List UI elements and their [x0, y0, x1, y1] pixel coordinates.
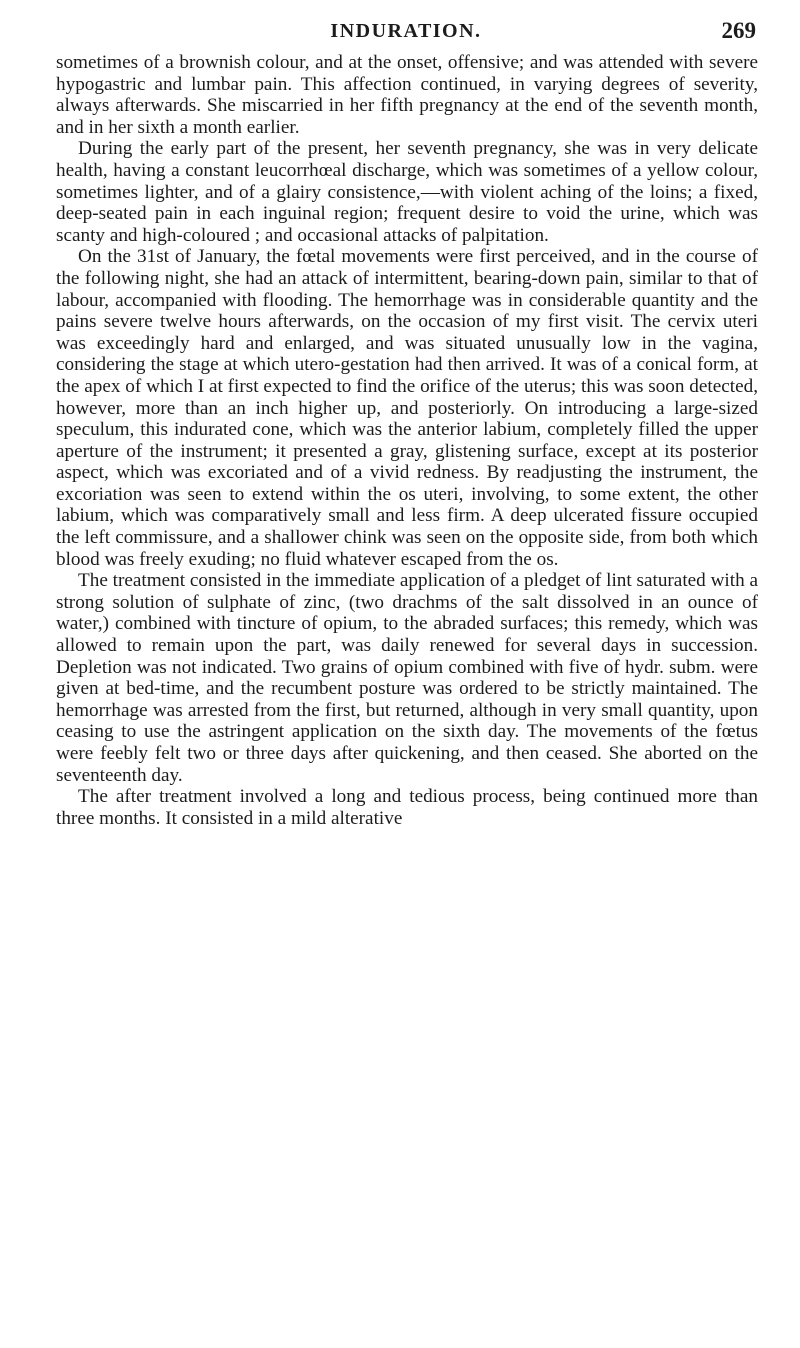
page-number: 269: [721, 18, 756, 43]
paragraph-seventh-pregnancy: During the early part of the present, her seventh pregnancy, she was in very delicate health, having a constant leucorrhœal discharge, which was sometimes of a yellow colour, sometimes lighter, and of a glairy consistence,—with violent aching of the loins; a fixed, deep-seated pain in each inguinal region; frequent desire to void the urine, which was scanty and high-coloured ; and occasional attacks of palpitation.: [56, 138, 758, 246]
paragraph-examination: On the 31st of January, the fœtal movements were first perceived, and in the course of the following night, she had an attack of intermittent, bearing-down pain, similar to that of labour, accompanied with flooding. The hemorrhage was in considerable quantity and the pains severe twelve hours afterwards, on the occasion of my first visit. The cervix uteri was exceedingly hard and enlarged, and was situated unusually low in the vagina, considering the stage at which utero-gestation had then arrived. It was of a conical form, at the apex of which I at first expected to find the orifice of the uterus; this was soon detected, however, more than an inch higher up, and posteriorly. On introducing a large-sized speculum, this indurated cone, which was the anterior labium, completely filled the upper aperture of the instrument; it presented a gray, glistening surface, except at its posterior aspect, which was excoriated and of a vivid redness. By readjusting the instrument, the excoriation was seen to extend within the os uteri, involving, to some extent, the other labium, which was comparatively small and less firm. A deep ulcerated fissure occupied the left commissure, and a shallower chink was seen on the opposite side, from both which blood was freely exuding; no fluid whatever escaped from the os.: [56, 246, 758, 570]
paragraph-continuation: sometimes of a brownish colour, and at the onset, offensive; and was attended with severe hypogastric and lumbar pain. This affection continued, in varying degrees of severity, always afterwards. She miscarried in her fifth pregnancy at the end of the seventh month, and in her sixth a month earlier.: [56, 52, 758, 138]
running-head: [56, 16, 756, 46]
running-title: INDURATION.: [330, 20, 482, 42]
paragraph-after-treatment: The after treatment involved a long and tedious process, being continued more than three months. It consisted in a mild alterative: [56, 786, 758, 829]
paragraph-treatment: The treatment consisted in the immediate application of a pledget of lint saturated with a strong solution of sulphate of zinc, (two drachms of the salt dissolved in an ounce of water,) combined with tincture of opium, to the abraded surfaces; this remedy, which was allowed to remain upon the part, was daily renewed for several days in succession. Depletion was not indicated. Two grains of opium combined with five of hydr. subm. were given at bed-time, and the recumbent posture was ordered to be strictly maintained. The hemorrhage was arrested from the first, but returned, although in very small quantity, upon ceasing to use the astringent application on the sixth day. The movements of the fœtus were feebly felt two or three days after quickening, and then ceased. She aborted on the seventeenth day.: [56, 570, 758, 786]
body-text: [56, 52, 758, 829]
